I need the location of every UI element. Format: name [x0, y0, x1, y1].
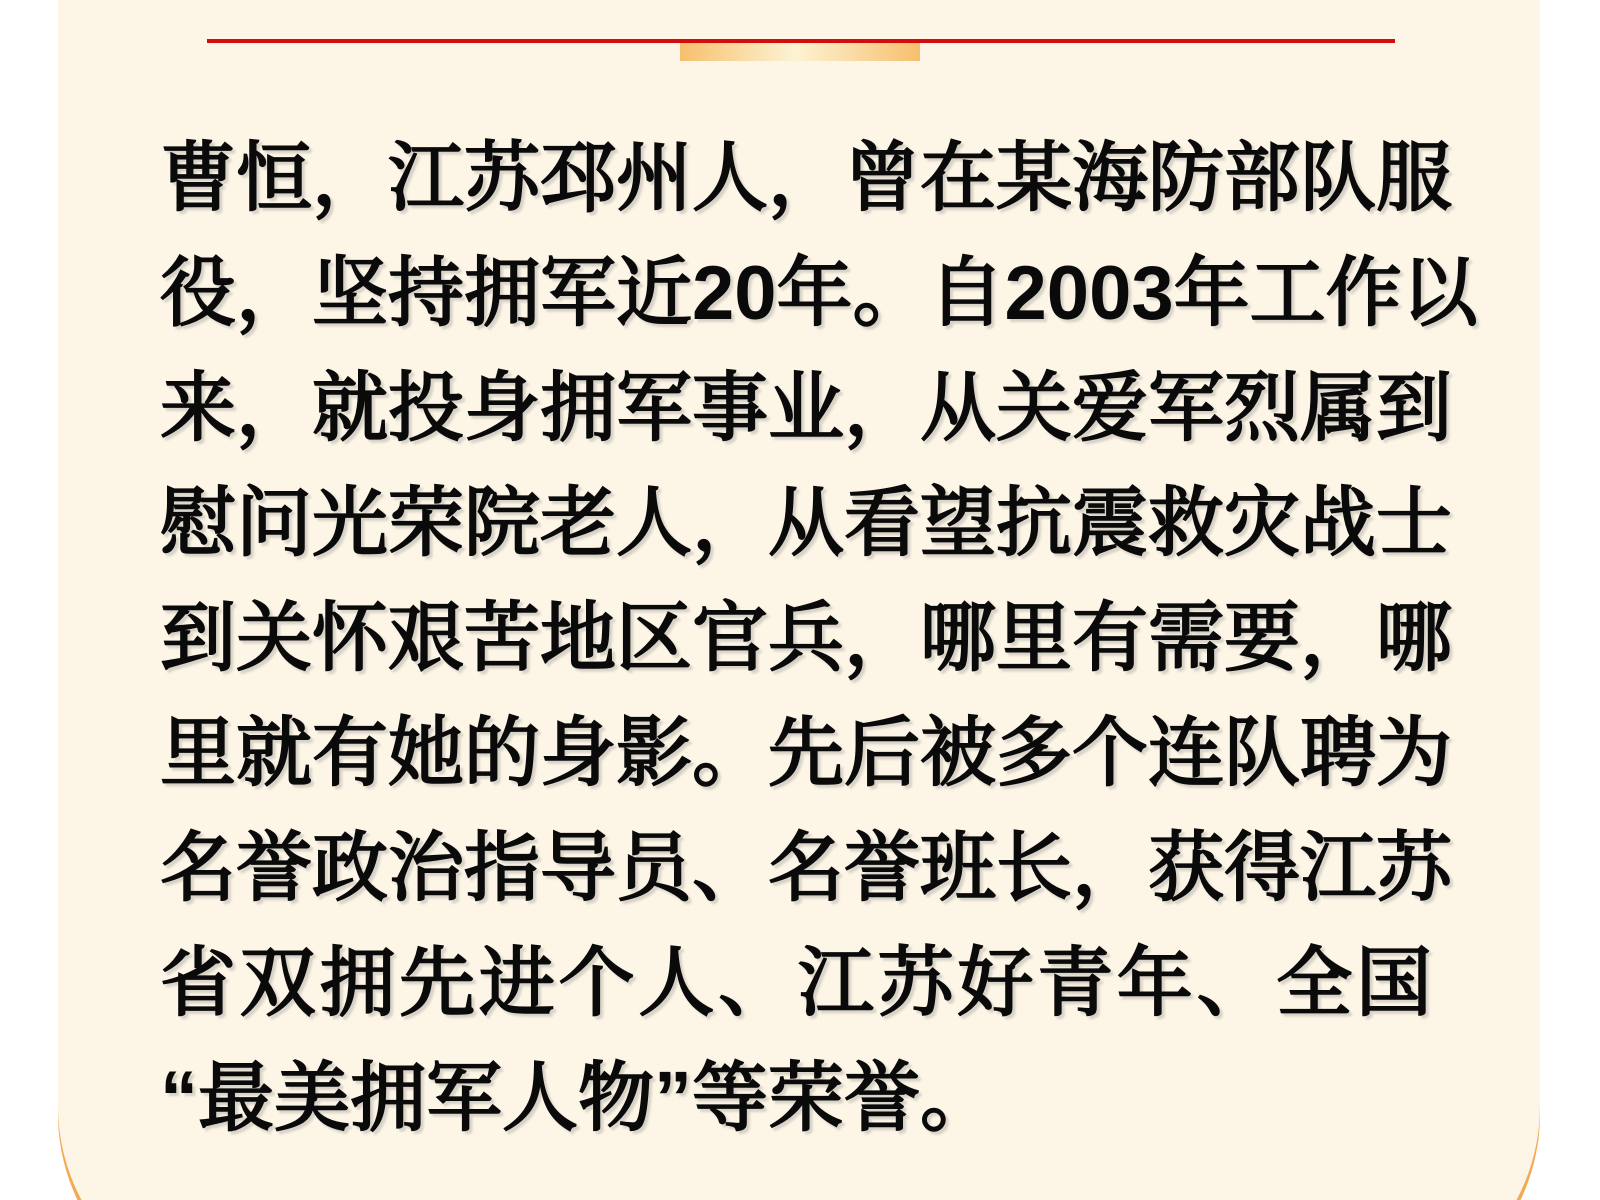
- paragraph-line: 曹恒，江苏邳州人，曾在某海防部队服: [160, 136, 1452, 221]
- gold-accent-bar: [680, 43, 920, 61]
- article-paragraph: [160, 121, 1478, 1156]
- paragraph-line: 里就有她的身影。先后被多个连队聘为: [160, 711, 1452, 796]
- paragraph-line: 到关怀艰苦地区官兵，哪里有需要，哪: [160, 596, 1452, 681]
- paragraph-line: 慰问光荣院老人，从看望抗震救灾战士: [160, 481, 1452, 566]
- paragraph-line: 省双拥先进个人、江苏好青年、全国: [160, 941, 1432, 1026]
- paragraph-line: 役，坚持拥军近20年。自2003年工作以: [160, 251, 1478, 336]
- paragraph-line: “最美拥军人物”等荣誉。: [160, 1056, 996, 1141]
- article-card: [58, 0, 1540, 1200]
- paragraph-line: 名誉政治指导员、名誉班长，获得江苏: [160, 826, 1452, 911]
- red-divider-line: [207, 39, 1395, 43]
- paragraph-line: 来，就投身拥军事业，从关爱军烈属到: [160, 366, 1452, 451]
